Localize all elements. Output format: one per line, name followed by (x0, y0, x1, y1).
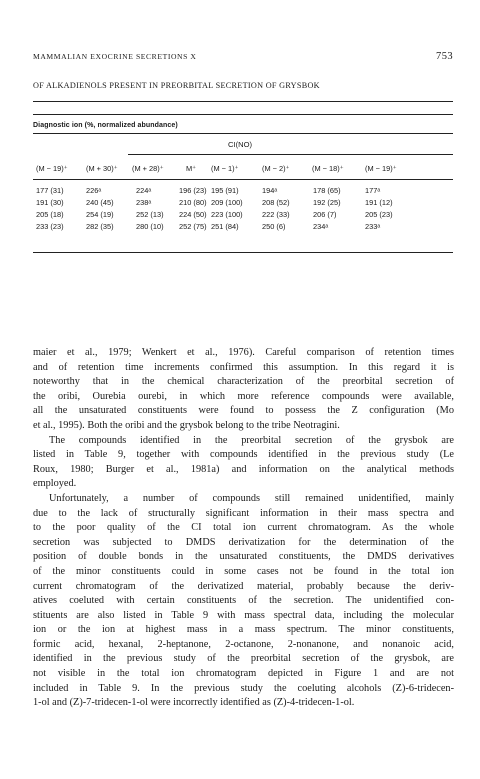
table-cell: 194ᵃ (262, 186, 278, 195)
table-bottom-rule (33, 252, 453, 253)
table-cell: 240 (45) (86, 198, 114, 207)
table-cell: 280 (10) (136, 222, 164, 231)
table-cell: 209 (100) (211, 198, 243, 207)
text-line: of the minor constituents could in some cases not be found in the total ion (33, 565, 454, 577)
text-line: stituents are also listed in Table 9 with mass spectral data, including the molecular (33, 609, 454, 621)
text-line: 1-ol and (Z)-7-tridecen-1-ol were incorrectly identified as (Z)-4-tridecen-1-ol. (33, 697, 355, 709)
text-line: noteworthy that in the chemical characterization of the preorbital secretion of (33, 376, 454, 388)
table-top-rule (33, 101, 453, 102)
table-cell: 254 (19) (86, 210, 114, 219)
table-cell: 223 (100) (211, 210, 243, 219)
table-cell: 208 (52) (262, 198, 290, 207)
column-header: (M − 1)⁺ (211, 164, 239, 173)
text-line: included in Table 9. In the previous study the coeluting alcohols (Z)-6-tridecen- (33, 682, 454, 694)
column-header: (M − 19)⁺ (365, 164, 397, 173)
table-cell: 222 (33) (262, 210, 290, 219)
table-cell: 226ᵃ (86, 186, 102, 195)
text-line: Unfortunately, a number of compounds still remained unidentified, mainly (49, 492, 454, 504)
table-cell: 195 (91) (211, 186, 239, 195)
table-cell: 251 (84) (211, 222, 239, 231)
table-cell: 178 (65) (313, 186, 341, 195)
table-cell: 177ᵃ (365, 186, 381, 195)
text-line: atives coeluted with certain constituents of the secretion. The unidentified con- (33, 595, 454, 607)
text-line: The compounds identified in the preorbital secretion of the grysbok are (49, 434, 454, 446)
column-header: (M − 18)⁺ (312, 164, 344, 173)
text-line: Roux, 1980; Burger et al., 1981a) and information on the analytical methods (33, 463, 454, 475)
group-rule (128, 154, 453, 155)
table-cell: 191 (30) (36, 198, 64, 207)
text-line: employed. (33, 478, 77, 490)
body-text (33, 346, 454, 711)
column-header: (M + 28)⁺ (132, 164, 164, 173)
table-subhead: Diagnostic ion (%, normalized abundance) (33, 122, 178, 129)
text-line: current chromatogram of the derivatized material, probably because the deriv- (33, 580, 454, 592)
running-head-title: MAMMALIAN EXOCRINE SECRETIONS X (33, 52, 197, 61)
table-cell: 238ᵃ (136, 198, 152, 207)
text-line: maier et al., 1979; Wenkert et al., 1976). Careful comparison of retention times (33, 347, 454, 358)
page-number: 753 (436, 51, 453, 62)
table-row (0, 198, 480, 208)
table-cell: 205 (18) (36, 210, 64, 219)
text-line: due to the lack of structurally significant information in their mass spectra and (33, 507, 454, 519)
table-cell: 224 (50) (179, 210, 207, 219)
table-caption: OF ALKADIENOLS PRESENT IN PREORBITAL SECRETION OF GRYSBOK (33, 81, 320, 90)
table-row (0, 210, 480, 220)
text-line: and of retention time increments confirmed this assumption. In this regard it is (33, 361, 454, 373)
table-cell: 205 (23) (365, 210, 393, 219)
table-row (0, 222, 480, 232)
text-line: et al., 1995). Both the oribi and the grysbok belong to the tribe Neotragini. (33, 419, 340, 431)
column-header: (M − 19)⁺ (36, 164, 68, 173)
table-top-rule-2 (33, 114, 453, 115)
table-cell: 252 (75) (179, 222, 207, 231)
text-line: identified in the previous study of the preorbital secretion of the grysbok, are (33, 653, 454, 665)
text-line: position of double bonds in the unsaturated constituents, the DMDS derivatives (33, 551, 454, 563)
ci-group-header: CI(NO) (227, 140, 253, 149)
column-header: (M + 30)⁺ (86, 164, 118, 173)
header-rule (33, 179, 453, 180)
text-line: not visible in the total ion chromatogram depicted in Figure 1 and are not (33, 668, 454, 680)
table-cell: 224ᵃ (136, 186, 152, 195)
table-cell: 192 (25) (313, 198, 341, 207)
text-line: all the unsaturated constituents were found to possess the Z configuration (Mo (33, 405, 454, 417)
column-header: (M − 2)⁺ (262, 164, 290, 173)
table-cell: 252 (13) (136, 210, 164, 219)
column-header: M⁺ (186, 164, 197, 173)
text-line: formic acid, hexanal, 2-heptanone, 2-octanone, 2-nonanone, and nonanoic acid, (33, 638, 454, 650)
text-line: listed in Table 9, together with compounds identified in the previous study (Le (33, 449, 454, 461)
text-line: ion or the ion at highest mass in a mass spectrum. The minor constituents, (33, 624, 454, 636)
table-cell: 233ᵃ (365, 222, 381, 231)
text-line: the oribi, Ourebia ourebi, in which more reference compounds were available, (33, 390, 454, 402)
table-cell: 250 (6) (262, 222, 286, 231)
table-cell: 191 (12) (365, 198, 393, 207)
table-cell: 196 (23) (179, 186, 207, 195)
subhead-rule (33, 133, 453, 134)
table-cell: 177 (31) (36, 186, 64, 195)
table-cell: 234ᵃ (313, 222, 329, 231)
column-headers (0, 164, 480, 176)
text-line: secretion was subjected to DMDS derivatization for the determination of the (33, 536, 454, 548)
running-head (33, 51, 453, 65)
table-cell: 210 (80) (179, 198, 207, 207)
table-cell: 206 (7) (313, 210, 337, 219)
text-line: to the poor quality of the CI total ion current chromatogram. As the whole (33, 522, 454, 534)
table-cell: 233 (23) (36, 222, 64, 231)
table-row (0, 186, 480, 196)
table-cell: 282 (35) (86, 222, 114, 231)
